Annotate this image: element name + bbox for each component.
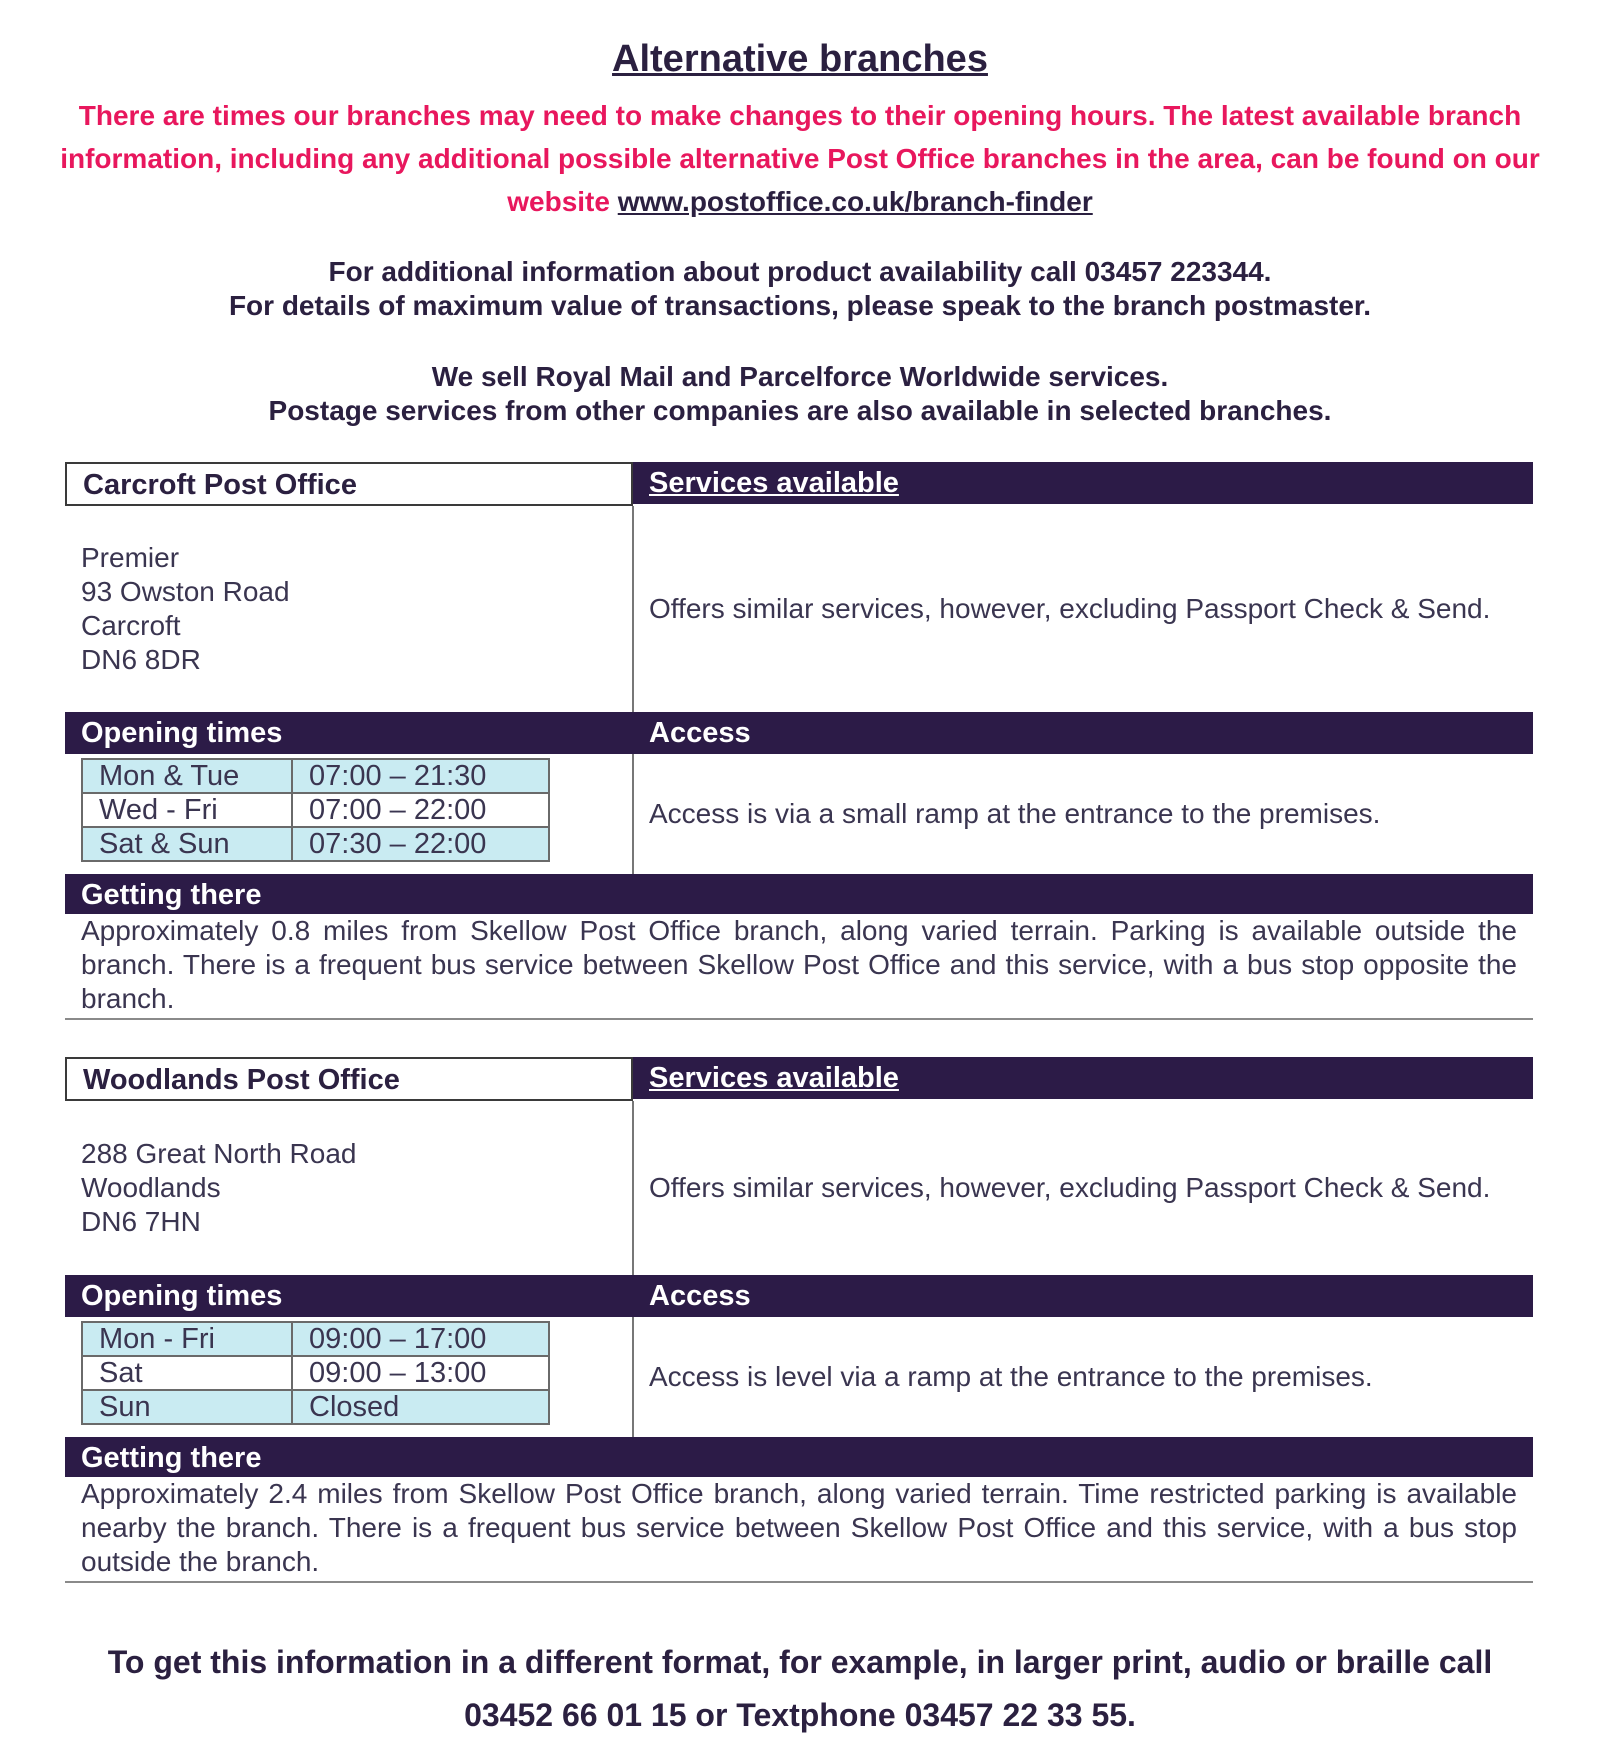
access-header: Access xyxy=(633,712,1533,754)
hours-time: Closed xyxy=(292,1390,549,1424)
services-header xyxy=(633,462,1533,504)
branch-finder-link[interactable]: www.postoffice.co.uk/branch-finder xyxy=(617,186,1093,217)
page-title: Alternative branches xyxy=(612,38,988,80)
services-header-label: Services available xyxy=(649,1062,899,1094)
address-line: Carcroft xyxy=(81,610,181,641)
services-info xyxy=(60,360,1540,428)
branch-name: Woodlands Post Office xyxy=(65,1057,633,1101)
address-line: 93 Owston Road xyxy=(81,576,290,607)
opening-times-header: Opening times xyxy=(65,712,633,754)
hours-day: Sun xyxy=(82,1390,292,1424)
hours-row xyxy=(82,1322,549,1356)
hours-time: 09:00 – 17:00 xyxy=(292,1322,549,1356)
hours-row xyxy=(82,793,549,827)
hours-row xyxy=(82,1390,549,1424)
hours-day: Sat xyxy=(82,1356,292,1390)
address-line: Woodlands xyxy=(81,1172,221,1203)
info-line-1: For additional information about product availability call 03457 223344. xyxy=(328,256,1272,287)
services-description: Offers similar services, however, excluding Passport Check & Send. xyxy=(649,593,1491,624)
footer-line-1: To get this information in a different format, for example, in larger print, audio or braille call xyxy=(107,1644,1493,1680)
branch-name: Carcroft Post Office xyxy=(65,462,633,506)
branch-address xyxy=(65,506,633,712)
services-text xyxy=(633,506,1533,712)
branch-card xyxy=(65,462,1533,1020)
getting-there-text: Approximately 0.8 miles from Skellow Post Office branch, along varied terrain. Parking is available outside the branch. There is a frequent bus service between Skellow Post Office and this service, with a bus stop opposite the branch. xyxy=(65,914,1533,1020)
hours-day: Mon & Tue xyxy=(82,759,292,793)
getting-there-header: Getting there xyxy=(65,874,1533,914)
info-line-2: For details of maximum value of transactions, please speak to the branch postmaster. xyxy=(228,290,1372,321)
getting-there-header: Getting there xyxy=(65,1437,1533,1477)
hours-row xyxy=(82,827,549,861)
info-line-3: We sell Royal Mail and Parcelforce Worldwide services. xyxy=(431,361,1169,392)
footer-line-2: 03452 66 01 15 or Textphone 03457 22 33 55. xyxy=(464,1697,1136,1733)
notice-body: There are times our branches may need to make changes to their opening hours. The latest available branch information, including any additional possible alternative Post Office branches in the area, can be found on our website xyxy=(60,100,1540,217)
hours-time: 07:30 – 22:00 xyxy=(292,827,549,861)
hours-row xyxy=(82,759,549,793)
notice-text xyxy=(60,94,1540,223)
services-header xyxy=(633,1057,1533,1099)
address-line: Premier xyxy=(81,542,180,573)
info-line-4: Postage services from other companies are also available in selected branches. xyxy=(268,395,1332,426)
services-description: Offers similar services, however, excluding Passport Check & Send. xyxy=(649,1172,1491,1203)
branch-address xyxy=(65,1101,633,1275)
getting-there-text: Approximately 2.4 miles from Skellow Post Office branch, along varied terrain. Time restricted parking is available nearby the branch. There is a frequent bus service between Skellow Post Office and this service, with a bus stop outside the branch. xyxy=(65,1477,1533,1583)
product-info xyxy=(60,255,1540,323)
services-text xyxy=(633,1101,1533,1275)
branch-card xyxy=(65,1057,1533,1583)
address-line: DN6 8DR xyxy=(81,644,201,675)
alternative-format-note xyxy=(60,1636,1540,1742)
opening-hours-table xyxy=(81,1321,550,1425)
opening-hours-table xyxy=(81,758,550,862)
services-header-label: Services available xyxy=(649,467,899,499)
hours-day: Wed - Fri xyxy=(82,793,292,827)
hours-row xyxy=(82,1356,549,1390)
hours-time: 09:00 – 13:00 xyxy=(292,1356,549,1390)
hours-time: 07:00 – 22:00 xyxy=(292,793,549,827)
access-header: Access xyxy=(633,1275,1533,1317)
address-line: 288 Great North Road xyxy=(81,1138,357,1169)
hours-time: 07:00 – 21:30 xyxy=(292,759,549,793)
access-text: Access is via a small ramp at the entrance to the premises. xyxy=(649,798,1381,829)
access-text: Access is level via a ramp at the entrance to the premises. xyxy=(649,1361,1373,1392)
hours-day: Mon - Fri xyxy=(82,1322,292,1356)
hours-day: Sat & Sun xyxy=(82,827,292,861)
opening-times-header: Opening times xyxy=(65,1275,633,1317)
address-line: DN6 7HN xyxy=(81,1206,201,1237)
